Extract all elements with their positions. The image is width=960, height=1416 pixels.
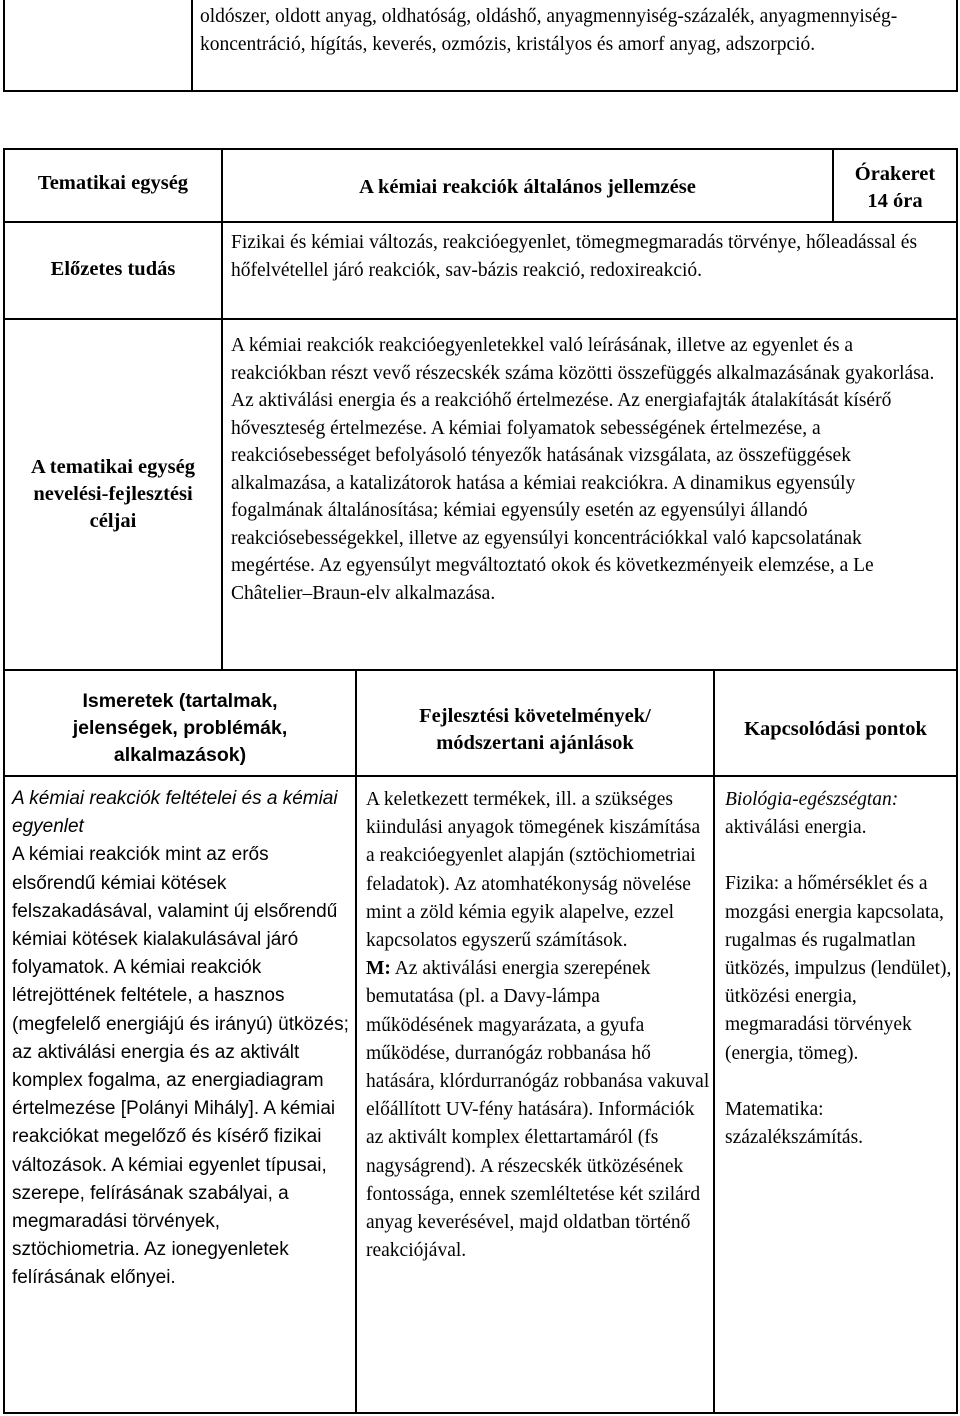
orakeret-cell [834, 161, 956, 215]
main-table-bottom-border [3, 1412, 958, 1414]
column-header-divider [3, 775, 958, 777]
tematikai-egyseg-title: A kémiai reakciók általános jellemzése [359, 176, 696, 198]
top-table-divider [191, 0, 193, 92]
col1-header: Ismeretek (tartalmak, jelenségek, problémák, alkalmazások) [72, 690, 288, 766]
col3-header: Kapcsolódási pontok [744, 718, 927, 740]
label-column-divider [221, 148, 223, 670]
row-divider-2 [3, 318, 958, 320]
main-table-right-border [956, 148, 958, 1414]
top-table-right-border [956, 0, 958, 92]
elozetes-tudas-text: Fizikai és kémiai változás, reakcióegyenlet, tömegmegmaradás törvénye, hőleadással és hőfelvétellel járó reakciók, sav-bázis reakció, redoxireakció. [231, 232, 918, 281]
kapcs-bio-label: Biológia-egészségtan: [725, 789, 899, 810]
orakeret-value: 14 óra [867, 190, 923, 212]
elozetes-tudas-label: Előzetes tudás [50, 258, 176, 280]
celok-label: A tematikai egység nevelési-fejlesztési céljai [31, 456, 195, 532]
kapcs-bio-text: aktiválási energia. [725, 817, 867, 839]
kapcs-fizika: Fizika: a hőmérséklet és a mozgási energia kapcsolata, rugalmas és rugalmatlan ütközés, impulzus (lendület), ütközési energia, megmaradási törvények (energia, tömeg). [725, 873, 952, 1064]
row-divider-1 [3, 221, 958, 223]
top-table-bottom-border [3, 90, 958, 92]
fejlesztes-p1: A keletkezett termékek, ill. a szükséges kiindulási anyagok tömegének kiszámítása a reakcióegyenlet alapján (sztöchiometriai feladatok). Az atomhatékonyság növelése mint a zöld kémia egyik alapelve, ezzel kapcsolatos egyszerű számítások. [366, 789, 701, 952]
main-table-top-border [3, 148, 958, 150]
row-divider-3 [3, 669, 958, 671]
col2-col3-divider [713, 669, 715, 1414]
fejlesztes-cell [366, 786, 711, 1265]
col2-header: Fejlesztési követelmények/ módszertani ajánlások [419, 705, 651, 754]
celok-text: A kémiai reakciók reakcióegyenletekkel való leírásának, illetve az egyenlet és a reakciókban részt vevő részecskék száma közötti összefüggés alkalmazásának gyakorlása. Az aktiválási energia és a reakcióhő értelmezése. Az energiafajták átalakítását kísérő hőveszteség értelmezése. A kémiai folyamatok sebességének értelmezése, a reakciósebességet befolyásoló tényezők hatásának vizsgálata, az összefüggések alkalmazása, a katalizátorok hatása a kémiai reakciókra. A dinamikus egyensúly fogalmának általánosítása; kémiai egyensúly esetén az egyensúlyi állandó reakciósebességekkel, illetve az egyensúlyi koncentrációkkal való kapcsolatának megértése. Az egyensúlyt megváltoztató okok és következményeik elemzése, a Le Châtelier–Braun-elv alkalmazása. [231, 335, 935, 604]
orakeret-label: Órakeret [854, 163, 936, 185]
fejlesztes-m-label: M: [366, 958, 391, 980]
ismeretek-title: A kémiai reakciók feltételei és a kémiai egyenlet [12, 788, 338, 838]
col1-col2-divider [355, 669, 357, 1414]
top-table-left-border [3, 0, 5, 92]
kapcs-matek: Matematika: százalékszámítás. [725, 1098, 864, 1149]
ismeretek-cell [12, 785, 352, 1293]
top-row-text: oldószer, oldott anyag, oldhatóság, oldáshő, anyagmennyiség-százalék, anyagmennyiség-koncentráció, hígítás, keverés, ozmózis, kristályos és amorf anyag, adszorpció. [200, 6, 898, 55]
kapcsolodasi-cell [725, 786, 953, 1152]
tematikai-egyseg-label: Tematikai egység [37, 172, 189, 194]
main-table-left-border [3, 148, 5, 1414]
ismeretek-body: A kémiai reakciók mint az erős elsőrendű kémiai kötések felszakadásával, valamint új elsőrendű kémiai kötések kialakulásával járó folyamatok. A kémiai reakciók létrejöttének feltétele, a hasznos (megfelelő energiájú és irányú) ütközés; az aktiválási energia és az aktivált komplex fogalma, az energiadiagram értelmezése [Polányi Mihály]. A kémiai reakciókat megelőző és kísérő fizikai változások. A kémiai egyenlet típusai, szerepe, felírásának szabályai, a megmaradási törvények, sztöchiometria. Az ionegyenletek felírásának előnyei. [12, 844, 349, 1289]
fejlesztes-p2: M: Az aktiválási energia szerepének bemutatása (pl. a Davy-lámpa működésének magyarázata, a gyufa működése, durranógáz robbanása hő hatására, klórdurranógáz robbanása vakuval előállított UV-fény hatására). Információk az aktivált komplex élettartamáról (fs nagyságrend). A részecskék ütközésének fontossága, ennek szemléltetése két szilárd anyag keverésével, majd oldatban történő reakciójával. [366, 958, 710, 1262]
